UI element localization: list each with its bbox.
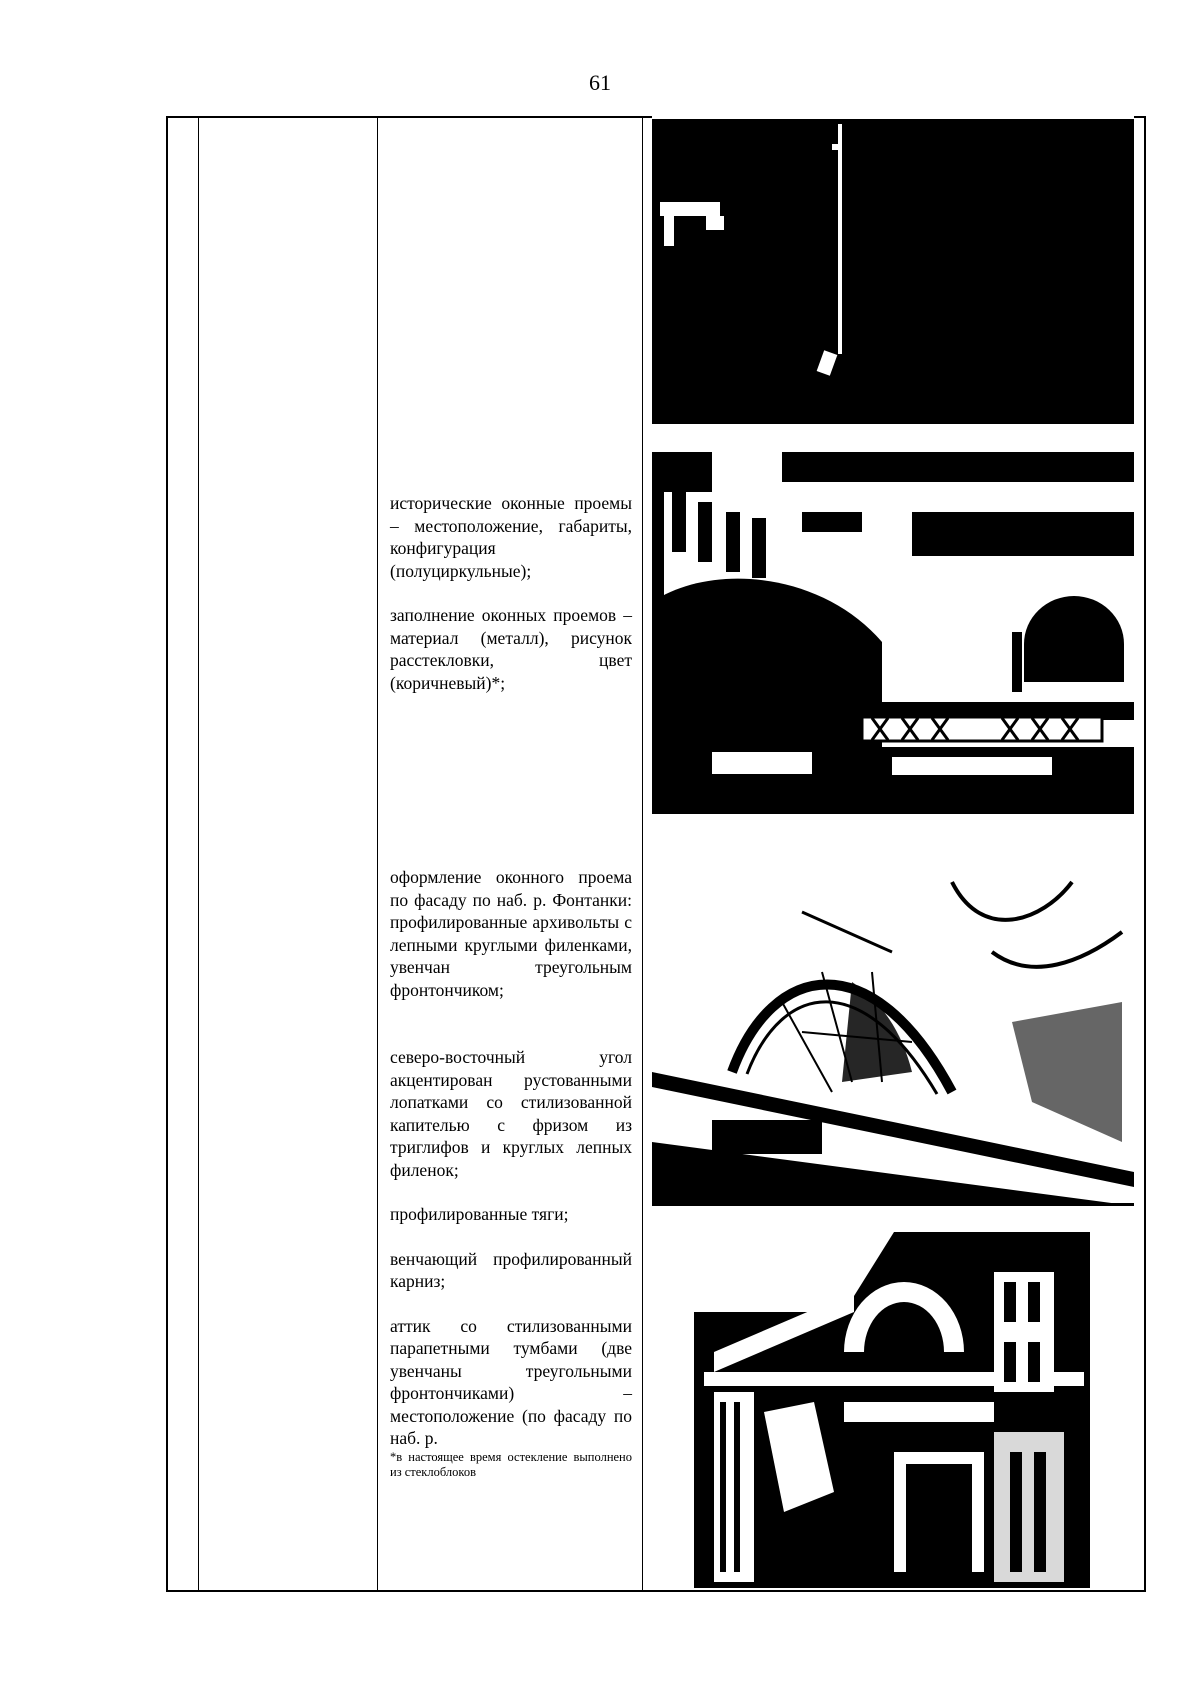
footnote: *в настоящее время остекление выполнено из стеклоблоков bbox=[390, 1449, 632, 1479]
facade-photo-icon bbox=[652, 116, 1134, 424]
text-block-windows bbox=[390, 492, 632, 694]
corner-attic-photo-icon bbox=[694, 1232, 1090, 1588]
column-divider bbox=[198, 118, 199, 1590]
page-number: 61 bbox=[589, 70, 611, 95]
paragraph-cornices: профилированные тяги; bbox=[390, 1204, 569, 1224]
text-block-facade bbox=[390, 866, 632, 1480]
paragraph-window-filling: заполнение оконных проемов – материал (металл), рисунок расстекловки, цвет (коричневый)*; bbox=[390, 605, 632, 693]
column-divider bbox=[642, 118, 643, 1590]
column-divider bbox=[377, 118, 378, 1590]
paragraph-corner: северо-восточный угол акцентирован рустованными лопатками со стилизованной капителью с фризом из триглифов и круглых лепных филенок; bbox=[390, 1047, 632, 1180]
paragraph-window-openings: исторические оконные проемы – местоположение, габариты, конфигурация (полуциркульные); bbox=[390, 493, 632, 581]
arched-windows-photo-icon bbox=[652, 452, 1134, 814]
paragraph-attic: аттик со стилизованными парапетными тумбами (две увенчаны треугольными фронтончиками) – местоположение (по фасаду по наб. р. bbox=[390, 1315, 632, 1448]
arch-archivolt-photo-icon bbox=[652, 842, 1134, 1206]
paragraph-window-decoration: оформление оконного проема по фасаду по наб. р. Фонтанки: профилированные архивольты с лепными круглыми филенками, увенчан треугольным фронтончиком; bbox=[390, 867, 632, 1000]
paragraph-crowning-cornice: венчающий профилированный карниз; bbox=[390, 1248, 632, 1291]
